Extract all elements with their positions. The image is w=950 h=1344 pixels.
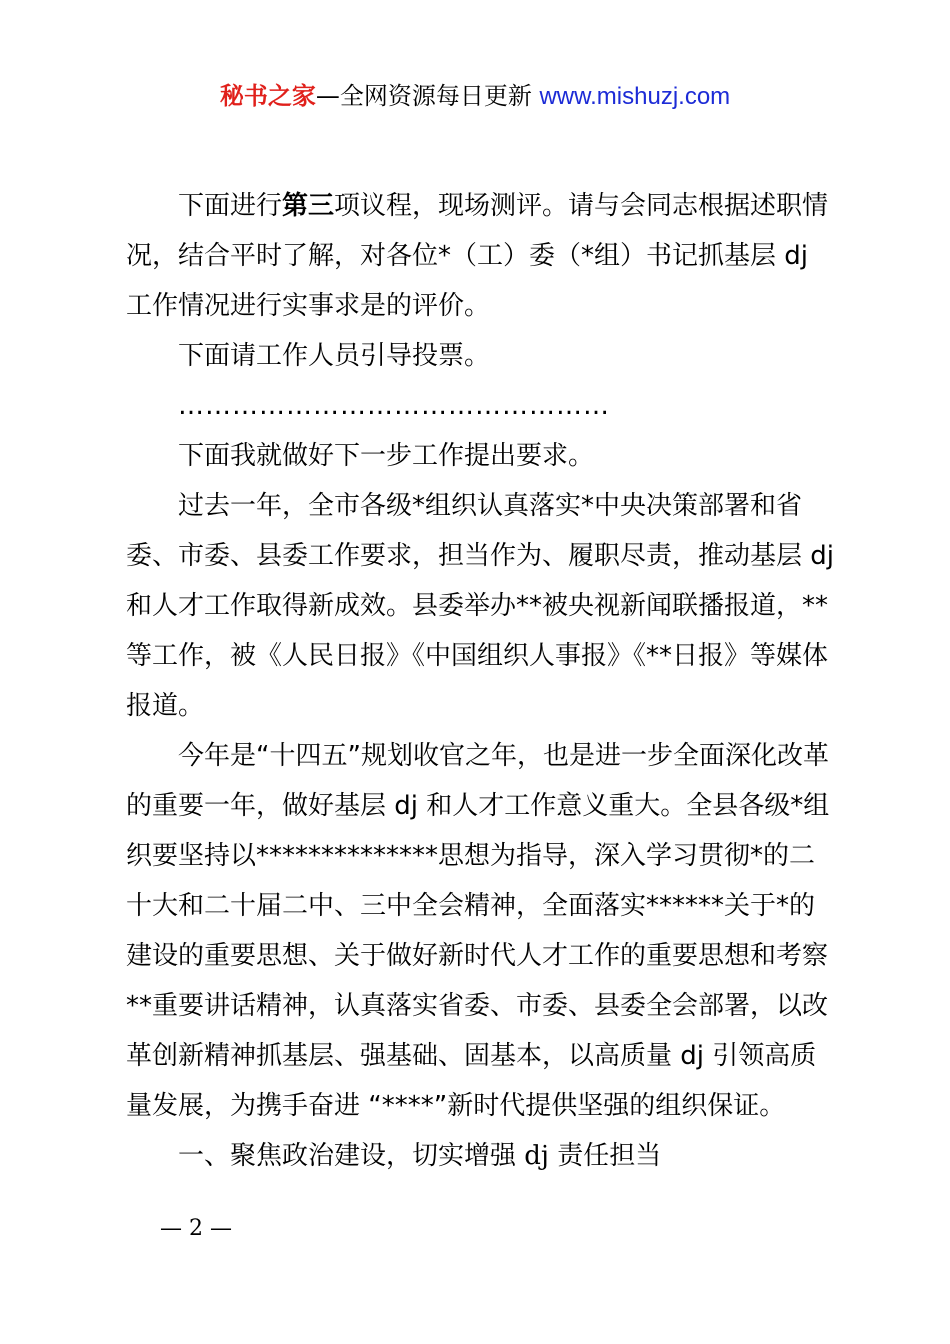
site-header: [0, 80, 950, 113]
paragraph-ellipsis: …………………………………………: [178, 391, 610, 421]
site-brand: 秘书之家: [219, 82, 316, 110]
paragraph-requirements: 下面我就做好下一步工作提出要求。: [178, 441, 595, 471]
paragraph-past-year: 过去一年，全市各级*组织认真落实*中央决策部署和省委、市委、县委工作要求，担当作为、履职尽责，推动基层 dj 和人才工作取得新成效。县委举办**被央视新闻联播报道，**等工作，被《人民日报》《中国组织人事报》《**日报》等媒体报道。: [126, 491, 834, 721]
paragraph-agenda-after: 项议程，现场测评。请与会同志根据述职情况，结合平时了解，对各位*（工）委（*组）书记抓基层 dj 工作情况进行实事求是的评价。: [126, 191, 829, 321]
site-tagline: —全网资源每日更新: [315, 82, 540, 110]
paragraph-voting: 下面请工作人员引导投票。: [178, 341, 491, 371]
page-number: — 2 —: [160, 1216, 232, 1241]
paragraph-this-year: 今年是“十四五”规划收官之年，也是进一步全面深化改革的重要一年，做好基层 dj 和人才工作意义重大。全县各级*组织要坚持以**************思想为指导，深入学习贯彻*的二十大和二十届二中、三中全会精神，全面落实******关于*的建设的重要思想、关于做好新时代人才工作的重要思想和考察**重要讲话精神，认真落实省委、市委、县委全会部署，以改革创新精神抓基层、强基础、固基本，以高质量 dj 引领高质量发展，为携手奋进 “****”新时代提供坚强的组织保证。: [126, 741, 830, 1121]
site-url-link[interactable]: www.mishuzj.com: [539, 83, 731, 110]
section-heading-1: 一、聚焦政治建设，切实增强 dj 责任担当: [178, 1141, 662, 1171]
paragraph-agenda: [126, 181, 836, 331]
document-body: [126, 181, 836, 1181]
paragraph-agenda-bold: 第三: [282, 191, 335, 221]
paragraph-agenda-before: 下面进行: [178, 191, 283, 221]
